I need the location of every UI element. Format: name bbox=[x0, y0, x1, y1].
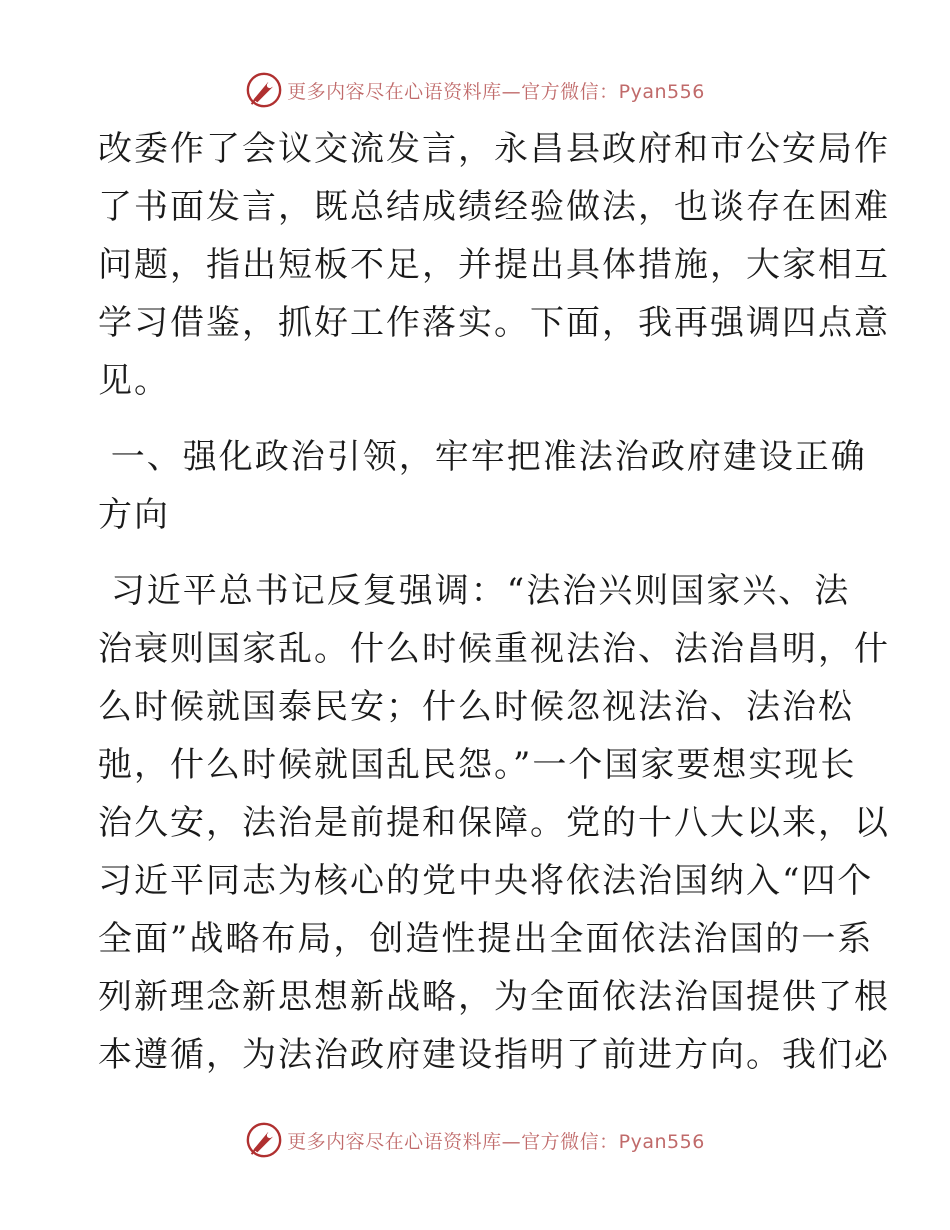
text-line: 见。 bbox=[98, 361, 170, 401]
paragraph-body bbox=[98, 562, 890, 1084]
text-line: 了书面发言，既总结成绩经验做法，也谈存在困难 bbox=[98, 187, 890, 227]
footer-banner bbox=[0, 1120, 950, 1160]
banner-text: 更多内容尽在心语资料库—官方微信：Pyan556 bbox=[287, 1130, 705, 1153]
text-line: 么时候就国泰民安；什么时候忽视法治、法治松 bbox=[98, 687, 854, 727]
text-line: 学习借鉴，抓好工作落实。下面，我再强调四点意 bbox=[98, 303, 890, 343]
text-line: 治久安，法治是前提和保障。党的十八大以来，以 bbox=[98, 803, 890, 843]
text-line: 治衰则国家乱。什么时候重视法治、法治昌明，什 bbox=[98, 629, 890, 669]
header-banner bbox=[0, 70, 950, 110]
banner-text: 更多内容尽在心语资料库—官方微信：Pyan556 bbox=[287, 80, 705, 103]
document-body bbox=[98, 120, 890, 1084]
text-line: 习近平总书记反复强调：“法治兴则国家兴、法 bbox=[98, 571, 851, 611]
text-line: 改委作了会议交流发言，永昌县政府和市公安局作 bbox=[98, 129, 890, 169]
text-line: 弛，什么时候就国乱民怨。”一个国家要想实现长 bbox=[98, 745, 857, 785]
text-line: 问题，指出短板不足，并提出具体措施，大家相互 bbox=[98, 245, 890, 285]
text-line: 全面”战略布局，创造性提出全面依法治国的一系 bbox=[98, 919, 874, 959]
pen-nib-icon bbox=[245, 71, 283, 109]
paragraph-intro bbox=[98, 120, 890, 410]
pen-nib-icon bbox=[245, 1121, 283, 1159]
text-line: 列新理念新思想新战略，为全面依法治国提供了根 bbox=[98, 977, 890, 1017]
text-line: 本遵循，为法治政府建设指明了前进方向。我们必 bbox=[98, 1035, 890, 1075]
section-heading bbox=[98, 428, 867, 544]
text-line: 习近平同志为核心的党中央将依法治国纳入“四个 bbox=[98, 861, 874, 901]
text-line: 方向 bbox=[98, 495, 170, 535]
text-line: 一、强化政治引领，牢牢把准法治政府建设正确 bbox=[98, 437, 867, 477]
